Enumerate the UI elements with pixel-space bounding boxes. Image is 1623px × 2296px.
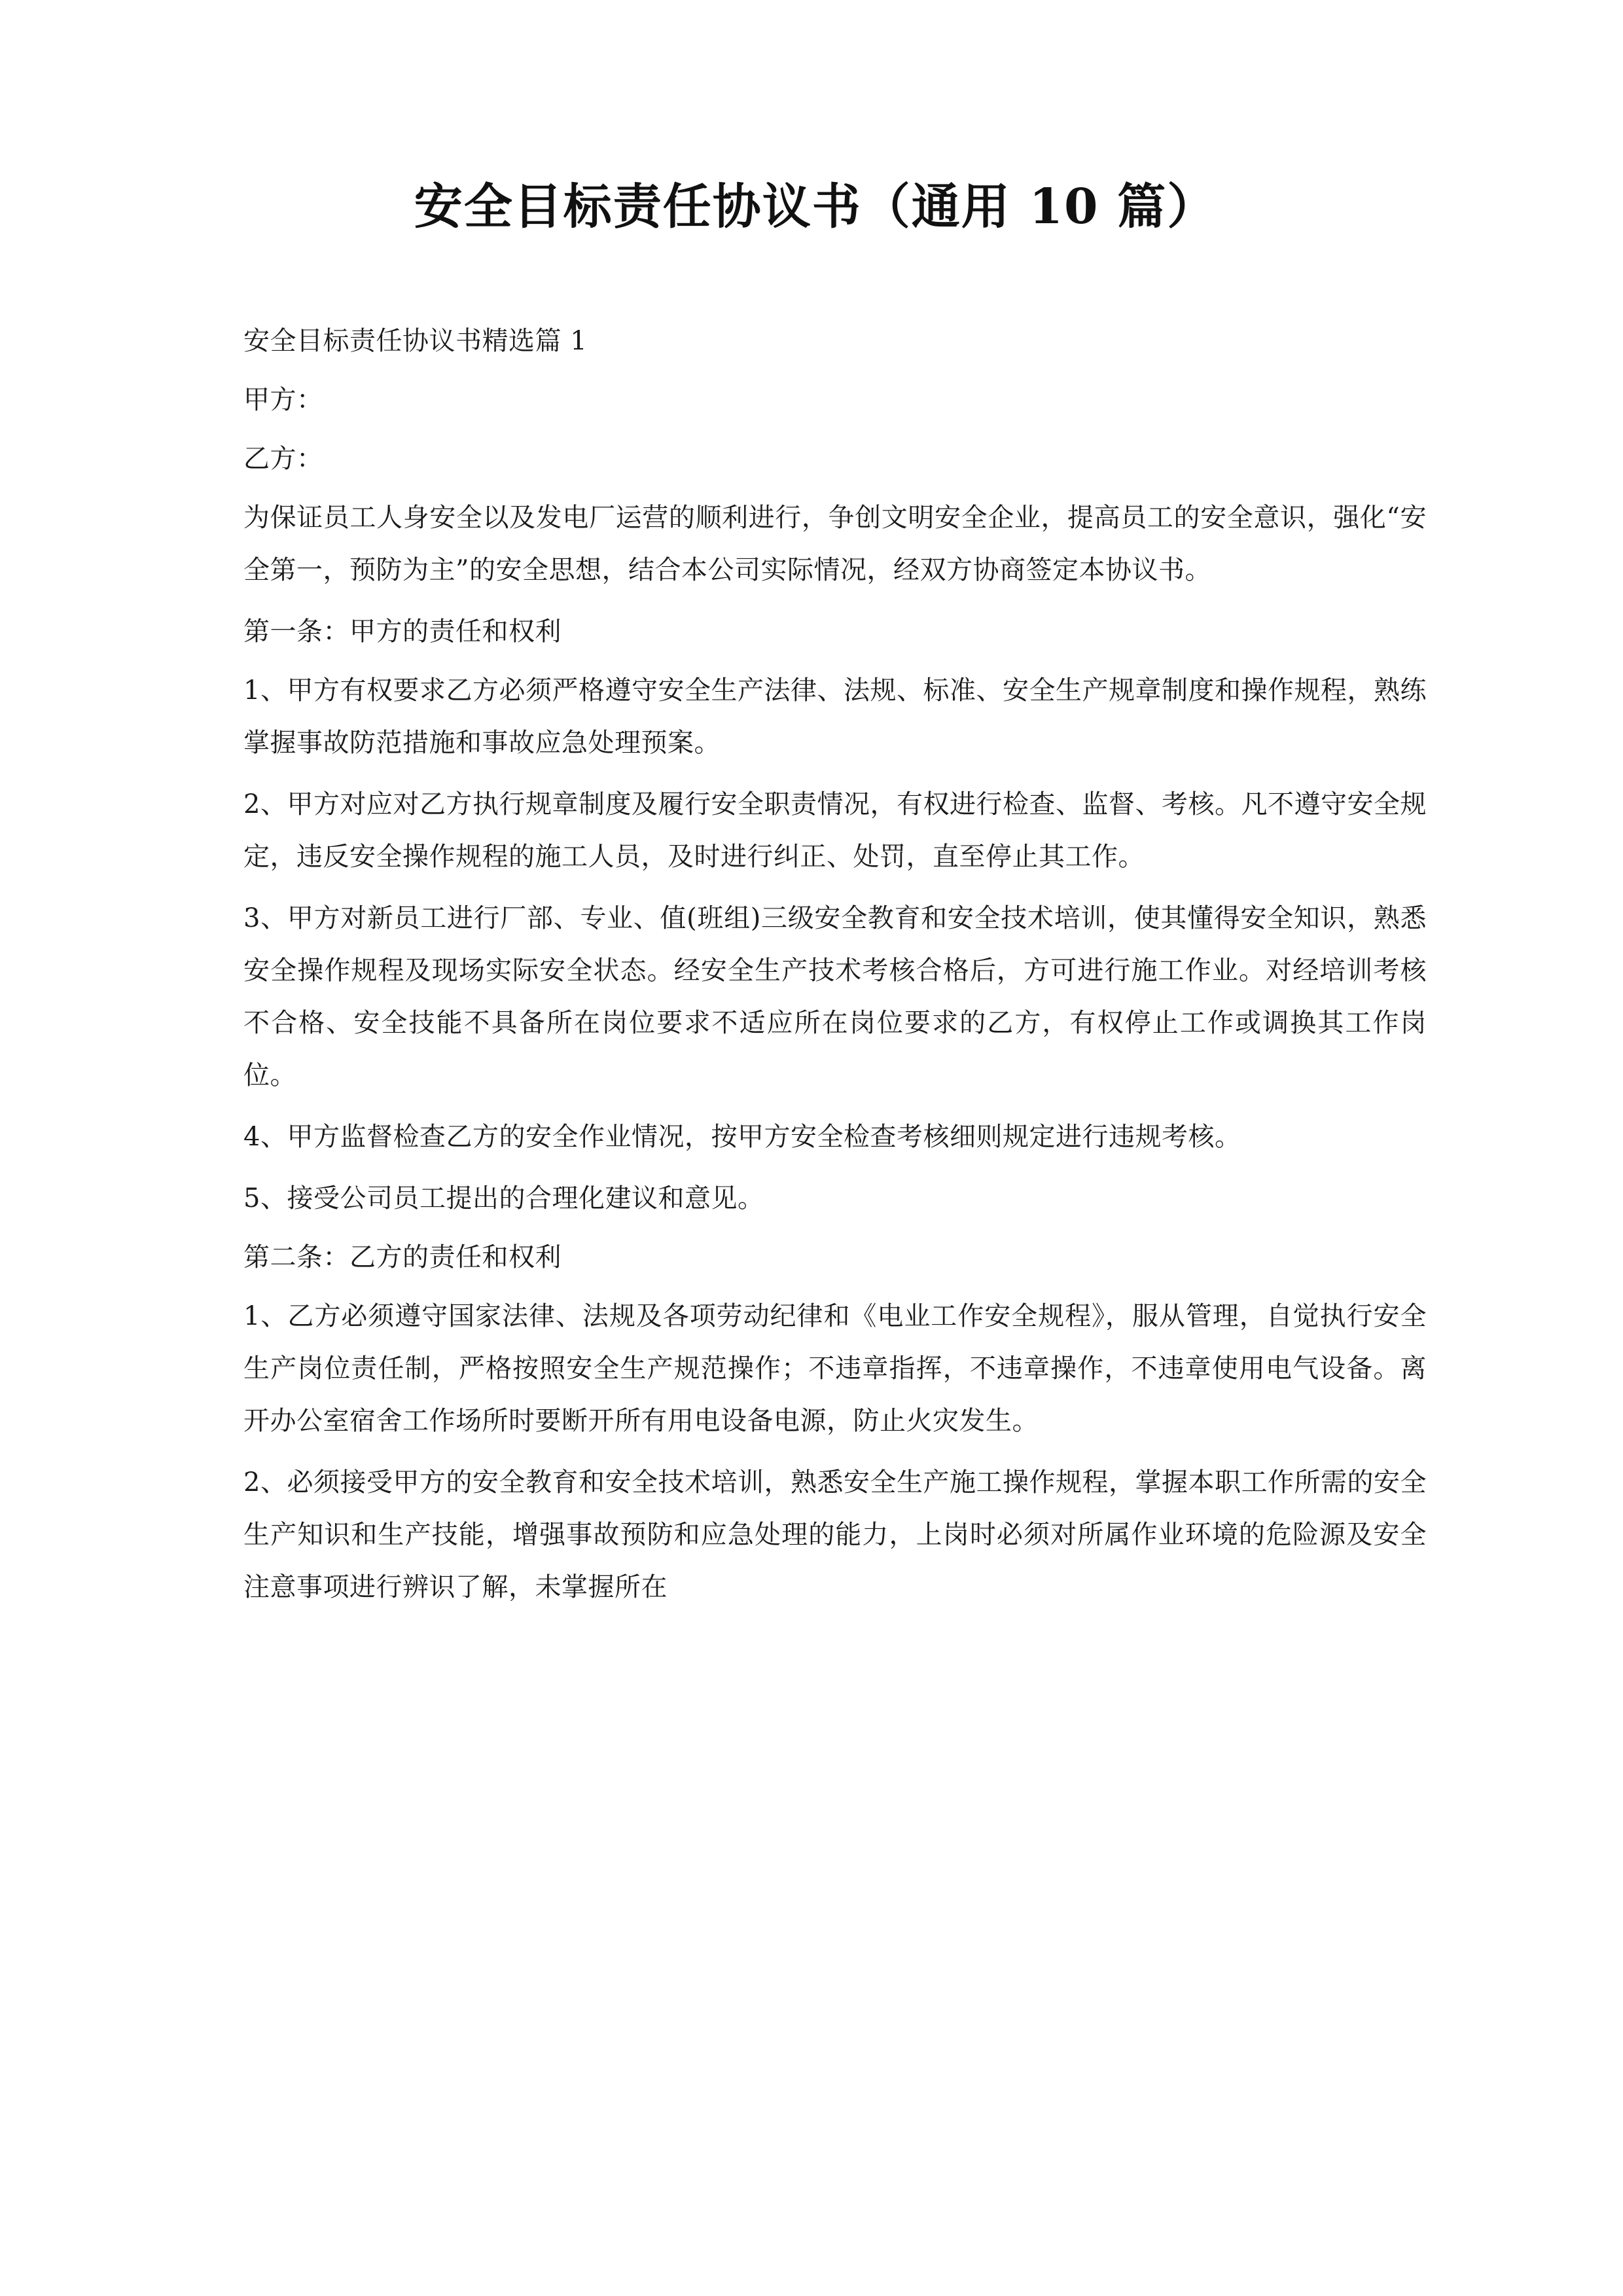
paragraph-article-one-item-3: 3、甲方对新员工进行厂部、专业、值(班组)三级安全教育和安全技术培训，使其懂得安全知识，熟悉安全操作规程及现场实际安全状态。经安全生产技术考核合格后，方可进行施工作业。对经培训考核不合格、安全技能不具备所在岗位要求不适应所在岗位要求的乙方，有权停止工作或调换其工作岗位。 [243, 903, 1427, 1090]
paragraph-article-one-item-1: 1、甲方有权要求乙方必须严格遵守安全生产法律、法规、标准、安全生产规章制度和操作规程，熟练掌握事故防范措施和事故应急处理预案。 [243, 675, 1427, 758]
paragraph-article-two-item-2: 2、必须接受甲方的安全教育和安全技术培训，熟悉安全生产施工操作规程，掌握本职工作所需的安全生产知识和生产技能，增强事故预防和应急处理的能力，上岗时必须对所属作业环境的危险源及安全注意事项进行辨识了解，未掌握所在 [243, 1467, 1427, 1602]
page-title: 安全目标责任协议书（通用 10 篇） [414, 179, 1217, 235]
paragraph-party-b: 乙方： [243, 443, 323, 474]
paragraph-article-one-item-5: 5、接受公司员工提出的合理化建议和意见。 [243, 1183, 764, 1213]
paragraph-article-one-heading: 第一条：甲方的责任和权利 [243, 616, 562, 647]
document-body [243, 315, 1427, 1613]
paragraph-article-two-heading: 第二条：乙方的责任和权利 [243, 1242, 562, 1272]
paragraph-article-one-item-2: 2、甲方对应对乙方执行规章制度及履行安全职责情况，有权进行检查、监督、考核。凡不遵守安全规定，违反安全操作规程的施工人员，及时进行纠正、处罚，直至停止其工作。 [243, 789, 1427, 872]
paragraph-preamble: 为保证员工人身安全以及发电厂运营的顺利进行，争创文明安全企业，提高员工的安全意识，强化“安全第一，预防为主”的安全思想，结合本公司实际情况，经双方协商签定本协议书。 [243, 502, 1427, 585]
paragraph-article-two-item-1: 1、乙方必须遵守国家法律、法规及各项劳动纪律和《电业工作安全规程》，服从管理，自觉执行安全生产岗位责任制，严格按照安全生产规范操作；不违章指挥，不违章操作，不违章使用电气设备。离开办公室宿舍工作场所时要断开所有用电设备电源，防止火灾发生。 [243, 1300, 1427, 1436]
paragraph-party-a: 甲方： [243, 384, 323, 415]
paragraph-article-one-item-4: 4、甲方监督检查乙方的安全作业情况，按甲方安全检查考核细则规定进行违规考核。 [243, 1121, 1241, 1152]
paragraph-heading-section: 安全目标责任协议书精选篇 1 [243, 325, 588, 356]
